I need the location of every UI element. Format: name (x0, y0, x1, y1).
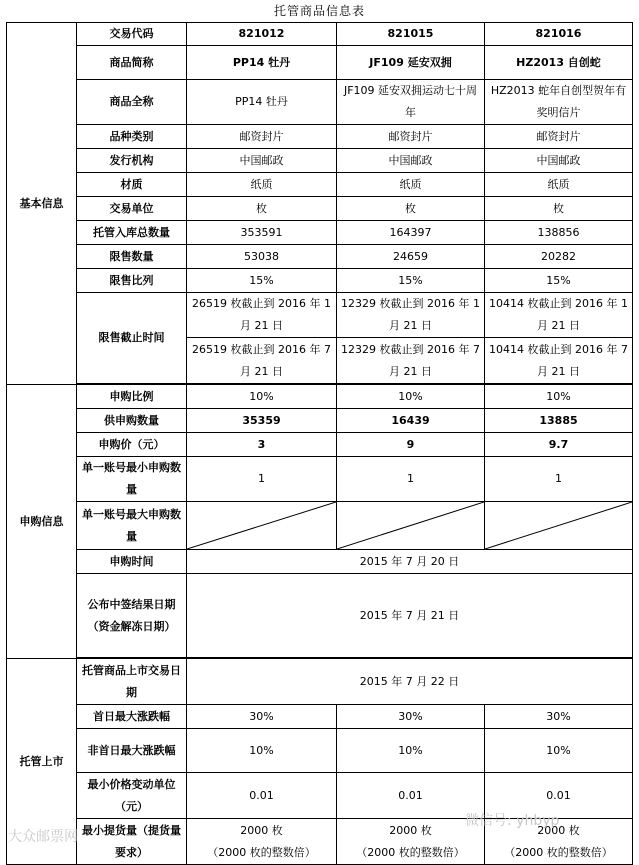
total-qty-1: 353591 (187, 221, 337, 245)
min-withdraw-3-note: （2000 枚的整数倍） (504, 845, 613, 859)
min-withdraw-1-note: （2000 枚的整数倍） (207, 845, 316, 859)
short-name-2: JF109 延安双拥 (337, 46, 485, 80)
row-label-listing-date: 托管商品上市交易日期 (77, 659, 187, 705)
table-title: 托管商品信息表 (273, 4, 365, 18)
other-day-limit-3: 10% (485, 729, 633, 773)
min-tick-3: 0.01 (485, 773, 633, 819)
restricted-deadline-3b: 10414 枚截止到 2016 年 7 月 21 日 (485, 338, 633, 384)
min-withdraw-3-qty: 2000 枚 (537, 823, 580, 837)
min-tick-1: 0.01 (187, 773, 337, 819)
restricted-qty-1: 53038 (187, 245, 337, 269)
row-label-price: 申购价（元） (77, 433, 187, 457)
row-label-category: 品种类别 (77, 125, 187, 149)
issuer-3: 中国邮政 (485, 149, 633, 173)
row-label-restricted-qty: 限售数量 (77, 245, 187, 269)
material-1: 纸质 (187, 173, 337, 197)
category-2: 邮资封片 (337, 125, 485, 149)
restricted-ratio-3: 15% (485, 269, 633, 293)
short-name-1: PP14 牡丹 (187, 46, 337, 80)
purchase-ratio-2: 10% (337, 385, 485, 409)
unit-2: 枚 (337, 197, 485, 221)
watermark-left: 大众邮票网 (8, 829, 78, 845)
full-name-1: PP14 牡丹 (187, 80, 337, 125)
section-purchase-info: 申购信息 (7, 385, 77, 659)
row-label-restricted-ratio: 限售比列 (77, 269, 187, 293)
row-label-total-qty: 托管入库总数量 (77, 221, 187, 245)
table-row (7, 23, 633, 46)
trade-code-2: 821015 (337, 23, 485, 46)
row-label-supply-qty: 供申购数量 (77, 409, 187, 433)
restricted-qty-3: 20282 (485, 245, 633, 269)
row-label-restricted-deadline: 限售截止时间 (77, 293, 187, 384)
section-basic-info: 基本信息 (7, 23, 77, 385)
restricted-deadline-1b: 26519 枚截止到 2016 年 7 月 21 日 (187, 338, 337, 384)
issuer-2: 中国邮政 (337, 149, 485, 173)
trade-code-1: 821012 (187, 23, 337, 46)
unit-3: 枚 (485, 197, 633, 221)
category-3: 邮资封片 (485, 125, 633, 149)
min-withdraw-2 (337, 819, 485, 865)
restricted-deadline-2a: 12329 枚截止到 2016 年 1 月 21 日 (337, 293, 485, 338)
row-label-min-tick: 最小价格变动单位（元） (77, 773, 187, 819)
table-row (7, 385, 633, 409)
min-tick-2: 0.01 (337, 773, 485, 819)
table-row (7, 574, 633, 658)
material-2: 纸质 (337, 173, 485, 197)
table-row (7, 659, 633, 705)
restricted-deadline-3a: 10414 枚截止到 2016 年 1 月 21 日 (485, 293, 633, 338)
first-day-limit-1: 30% (187, 705, 337, 729)
row-label-first-day-limit: 首日最大涨跌幅 (77, 705, 187, 729)
min-per-account-1: 1 (187, 457, 337, 502)
first-day-limit-2: 30% (337, 705, 485, 729)
row-label-issuer: 发行机构 (77, 149, 187, 173)
purchase-ratio-1: 10% (187, 385, 337, 409)
material-3: 纸质 (485, 173, 633, 197)
min-withdraw-2-note: （2000 枚的整数倍） (356, 845, 465, 859)
table-row (7, 433, 633, 457)
row-label-unit: 交易单位 (77, 197, 187, 221)
table-row (7, 293, 633, 338)
table-row (7, 705, 633, 729)
row-label-min-per-account: 单一账号最小申购数量 (77, 457, 187, 502)
total-qty-2: 164397 (337, 221, 485, 245)
max-per-account-empty-2 (337, 502, 485, 550)
table-row (7, 46, 633, 80)
row-label-full-name: 商品全称 (77, 80, 187, 125)
min-per-account-3: 1 (485, 457, 633, 502)
total-qty-3: 138856 (485, 221, 633, 245)
other-day-limit-1: 10% (187, 729, 337, 773)
min-withdraw-1-qty: 2000 枚 (240, 823, 283, 837)
section-listing: 托管上市 (7, 659, 77, 865)
restricted-ratio-1: 15% (187, 269, 337, 293)
restricted-deadline-2b: 12329 枚截止到 2016 年 7 月 21 日 (337, 338, 485, 384)
table-row (7, 221, 633, 245)
table-row (7, 80, 633, 125)
first-day-limit-3: 30% (485, 705, 633, 729)
min-per-account-2: 1 (337, 457, 485, 502)
table-row (7, 245, 633, 269)
purchase-time: 2015 年 7 月 20 日 (187, 550, 633, 574)
table-row (7, 269, 633, 293)
row-label-result-date: 公布中签结果日期（资金解冻日期） (77, 574, 187, 658)
price-3: 9.7 (485, 433, 633, 457)
restricted-deadline-1a: 26519 枚截止到 2016 年 1 月 21 日 (187, 293, 337, 338)
min-withdraw-2-qty: 2000 枚 (389, 823, 432, 837)
table-row (7, 409, 633, 433)
max-per-account-empty-1 (187, 502, 337, 550)
row-label-trade-code: 交易代码 (77, 23, 187, 46)
short-name-3: HZ2013 自创蛇 (485, 46, 633, 80)
row-label-purchase-time: 申购时间 (77, 550, 187, 574)
purchase-ratio-3: 10% (485, 385, 633, 409)
table-row (7, 457, 633, 502)
max-per-account-empty-3 (485, 502, 633, 550)
supply-qty-2: 16439 (337, 409, 485, 433)
row-label-other-day-limit: 非首日最大涨跌幅 (77, 729, 187, 773)
restricted-qty-2: 24659 (337, 245, 485, 269)
table-row (7, 125, 633, 149)
issuer-1: 中国邮政 (187, 149, 337, 173)
row-label-short-name: 商品简称 (77, 46, 187, 80)
price-2: 9 (337, 433, 485, 457)
full-name-3: HZ2013 蛇年自创型贺年有奖明信片 (485, 80, 633, 125)
table-row (7, 197, 633, 221)
full-name-2: JF109 延安双拥运动七十周年 (337, 80, 485, 125)
min-withdraw-1 (187, 819, 337, 865)
table-row (7, 502, 633, 550)
listing-date: 2015 年 7 月 22 日 (187, 659, 633, 705)
category-1: 邮资封片 (187, 125, 337, 149)
result-date: 2015 年 7 月 21 日 (187, 574, 633, 658)
price-1: 3 (187, 433, 337, 457)
supply-qty-3: 13885 (485, 409, 633, 433)
unit-1: 枚 (187, 197, 337, 221)
other-day-limit-2: 10% (337, 729, 485, 773)
row-label-max-per-account: 单一账号最大申购数量 (77, 502, 187, 550)
custody-info-table (6, 22, 633, 865)
table-row (7, 173, 633, 197)
watermark-right: 微信号: yhbyp (465, 813, 560, 829)
row-label-purchase-ratio: 申购比例 (77, 385, 187, 409)
row-label-material: 材质 (77, 173, 187, 197)
table-row (7, 550, 633, 574)
table-row (7, 729, 633, 773)
trade-code-3: 821016 (485, 23, 633, 46)
supply-qty-1: 35359 (187, 409, 337, 433)
table-row (7, 149, 633, 173)
restricted-ratio-2: 15% (337, 269, 485, 293)
row-label-min-withdraw: 最小提货量（提货量要求） (77, 819, 187, 865)
